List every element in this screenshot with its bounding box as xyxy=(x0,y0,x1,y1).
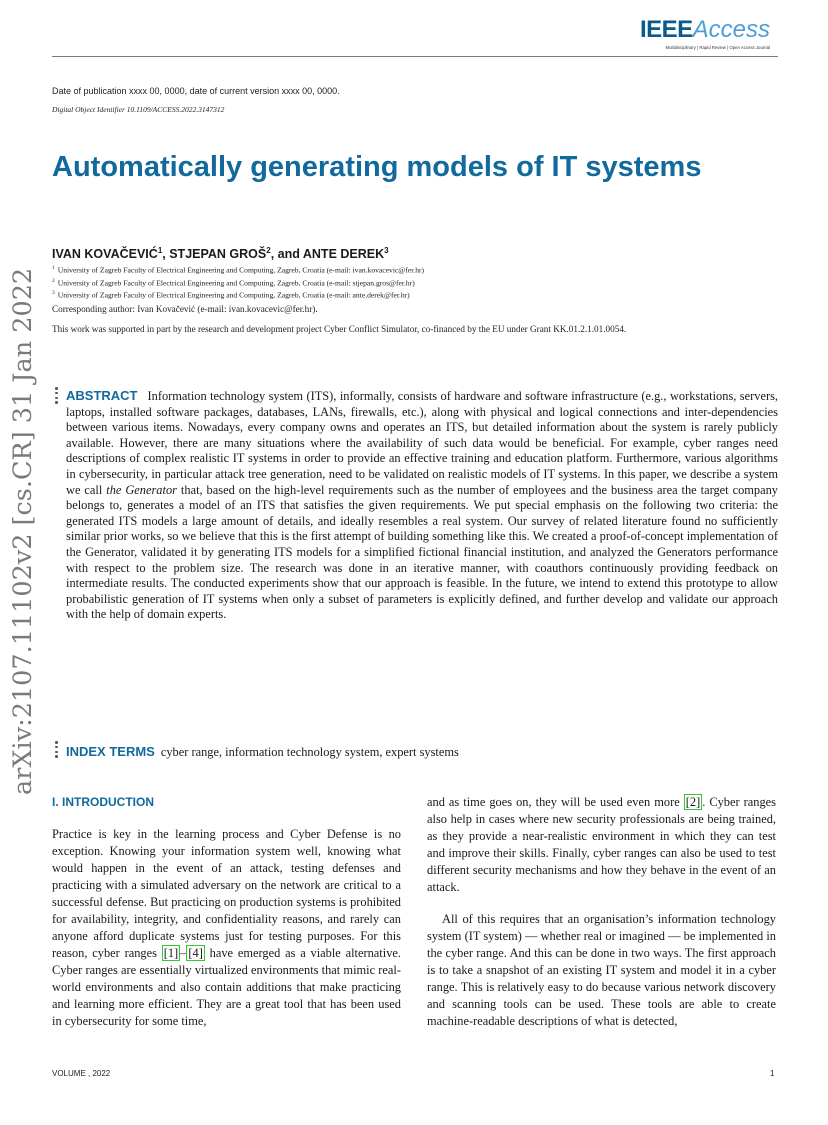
affiliation-text: University of Zagreb Faculty of Electrical Engineering and Computing, Zagreb, Croatia (e-mail: ivan.kovacevic@fer.hr) xyxy=(57,265,425,275)
intro-paragraph xyxy=(427,794,776,896)
index-terms-text: cyber range, information technology system, expert systems xyxy=(160,745,459,759)
author-name: IVAN KOVAČEVIĆ xyxy=(52,247,158,262)
page-number: 1 xyxy=(770,1069,775,1078)
intro-text: and as time goes on, they will be used even more xyxy=(427,795,684,809)
logo-ieee-text: IEEE xyxy=(639,16,693,43)
intro-text-continued: have emerged as a viable alternative. Cyber ranges are essentially virtualized environments that mimic real-world environments and also contain additions that make practicing and learning more efficient. They are a great tool that has been used in cybersecurity for some time, xyxy=(52,946,401,1028)
section-heading-introduction: I. INTRODUCTION xyxy=(52,795,154,809)
abstract xyxy=(66,388,778,623)
affiliation-text: University of Zagreb Faculty of Electrical Engineering and Computing, Zagreb, Croatia (e-mail: stjepan.gros@fer.hr) xyxy=(57,278,415,288)
intro-left-column xyxy=(52,826,401,1030)
author-name: ANTE DEREK xyxy=(302,247,385,262)
affiliation-line xyxy=(52,263,424,276)
author-separator: , and xyxy=(270,247,303,262)
affiliations xyxy=(52,263,424,301)
paper-title: Automatically generating models of IT systems xyxy=(52,151,702,183)
corresponding-author: Corresponding author: Ivan Kovačević (e-mail: ivan.kovacevic@fer.hr). xyxy=(52,304,318,314)
index-terms xyxy=(66,744,459,760)
author-affil-mark: 1 xyxy=(157,246,163,255)
footer-volume: VOLUME , 2022 xyxy=(52,1069,111,1078)
intro-text: Practice is key in the learning process and Cyber Defense is no exception. Knowing your information system well, knowing what would happen in the event of an attack, testing defenses and practicing with a simulated adversary on the network are critical to a successful defense. But practicing on production systems is prohibited for availability, integrity, and confidentiality reasons, and rarely can anyone afford duplicate systems just for testing purposes. For this reason, cyber ranges xyxy=(52,827,401,960)
intro-text-continued: . Cyber ranges also help in cases where new security professionals are being trained, as they provide a near-realistic environment in which they can test and improve their skills. Finally, cyber ranges can also be used to test different security mechanisms and how they behave in the event of an attack. xyxy=(427,795,776,894)
abstract-label: ABSTRACT xyxy=(66,388,138,403)
affiliation-line xyxy=(52,276,424,289)
abstract-emphasis: the Generator xyxy=(106,482,177,497)
author-affil-mark: 3 xyxy=(384,246,389,255)
abstract-text-continued: that, based on the high-level requirements such as the number of employees and the business area the target company belongs to, generates a model of an ITS that satisfies the given requirements. We put special emphasis on the following two criteria: the generated ITS models a large amount of details, and ideally resembles a real system. Our survey of related literature found no sufficiently similar prior works, so we believe that this is the first attempt of building something like this. We created a proof-of-concept implementation of the Generator, validated it by generating ITS models for a simplified fictional financial institution, and analyzed the Generators performance with respect to the problem size. The research was done in an iterative manner, with coauthors continuously providing feedback on intermediate results. The conducted experiments show that our approach is feasible. In the future, we intend to extend this prototype to allow probabilistic generation of IT systems when only a subset of parameters is explicitly defined, and further develop and validate our approach with the help of domain experts. xyxy=(66,482,778,622)
author-list xyxy=(52,246,389,261)
citation-link[interactable]: [4] xyxy=(188,946,203,960)
arxiv-stamp: arXiv:2107.11102v2 [cs.CR] 31 Jan 2022 xyxy=(8,267,38,795)
affiliation-number: 2 xyxy=(52,277,55,284)
funding-note: This work was supported in part by the research and development project Cyber Conflict Simulator, co-financed by the EU under Grant KK.01.2.1.01.0054. xyxy=(52,324,627,334)
author-name: STJEPAN GROŠ xyxy=(169,247,267,262)
affiliation-line xyxy=(52,288,424,301)
doi: Digital Object Identifier 10.1109/ACCESS.2022.3147312 xyxy=(52,105,225,114)
index-terms-marker-dots xyxy=(55,741,58,760)
citation-dash: – xyxy=(180,946,187,960)
publication-date: Date of publication xxxx 00, 0000, date of current version xxxx 00, 0000. xyxy=(52,86,340,96)
header-rule xyxy=(52,56,778,57)
intro-paragraph: All of this requires that an organisation’s information technology system (IT system) — whether real or imagined — be implemented in the cyber range. And this can be done in two ways. The first approach is to take a snapshot of an existing IT system and model it in a cyber range. This is relatively easy to do because various network discovery and scanning tools can be used. These tools are able to create machine-readable descriptions of what is detected, xyxy=(427,912,776,1028)
affiliation-text: University of Zagreb Faculty of Electrical Engineering and Computing, Zagreb, Croatia (e-mail: ante.derek@fer.hr) xyxy=(57,290,410,300)
author-separator: , xyxy=(162,247,170,262)
citation-link[interactable]: [1] xyxy=(163,946,179,960)
logo-tagline: Multidisciplinary | Rapid Review | Open Access Journal xyxy=(665,45,770,50)
journal-logo xyxy=(640,18,770,50)
author-affil-mark: 2 xyxy=(266,246,271,255)
index-terms-label: INDEX TERMS xyxy=(66,744,155,759)
logo-access-text: Access xyxy=(692,16,770,43)
citation-link[interactable]: [2] xyxy=(685,795,701,809)
intro-right-column xyxy=(427,794,776,1030)
affiliation-number: 3 xyxy=(52,290,55,297)
abstract-marker-dots xyxy=(55,387,58,406)
abstract-text: Information technology system (ITS), informally, consists of hardware and software infrastructure (e.g., workstations, servers, laptops, installed software packages, databases, LANs, firewalls, etc.), along with physical and logical connections and inter-dependencies between various items. Nowadays, every company owns and operates an ITS, but detailed information about the system is rarely publicly available. However, there are many situations where the availability of such data would be beneficial. For example, cyber ranges need descriptions of complex realistic IT systems in order to provide an effective training and education platform. Furthermore, various algorithms in cybersecurity, in particular attack tree generation, need to be validated on realistic models of IT systems. In this paper, we describe a system we call xyxy=(66,389,778,497)
affiliation-number: 1 xyxy=(52,265,55,271)
